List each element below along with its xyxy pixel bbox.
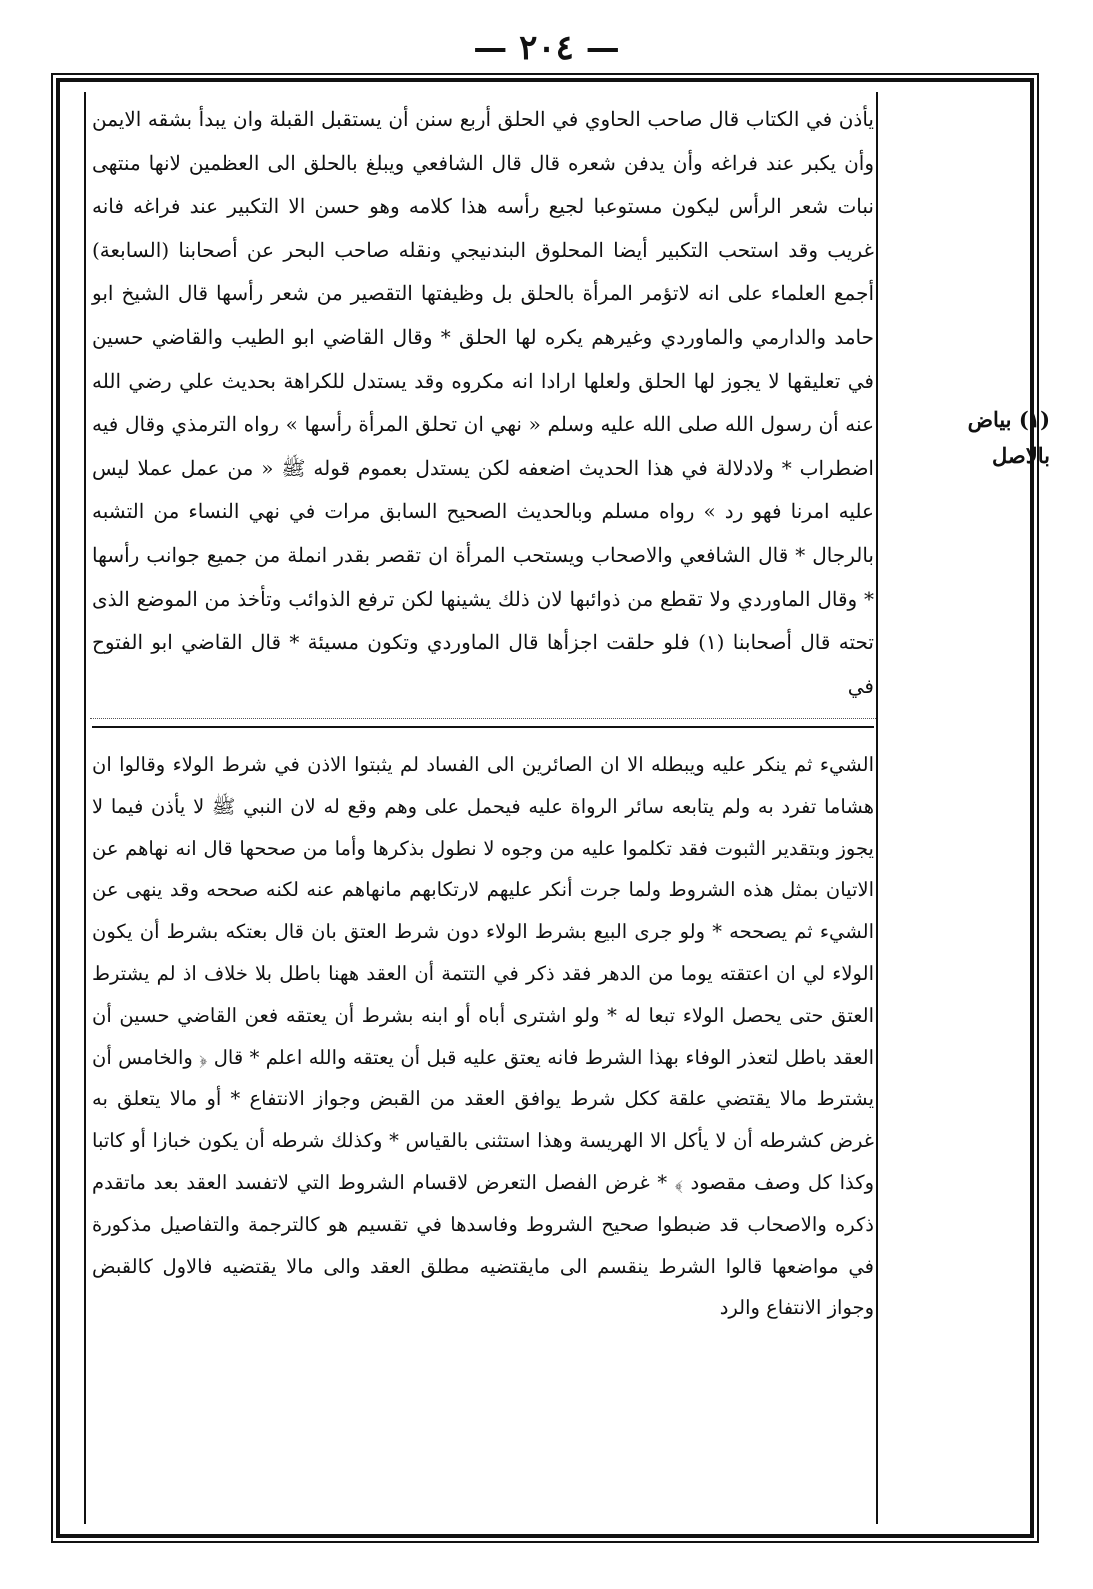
page-number: — ٢٠٤ —	[473, 28, 620, 68]
margin-footnote-line2: بالاصل	[992, 443, 1050, 468]
margin-footnote	[900, 402, 1050, 474]
section-divider-dots	[90, 718, 876, 723]
commentary-text-body: الشيء ثم ينكر عليه ويبطله الا ان الصائرين الى الفساد لم يثبتوا الاذن في شرط الولاء وقالوا ان هشاما تفرد به ولم يتابعه سائر الرواة عليه فيحمل على وهم وقع له لان النبي ﷺ لا يأذن فيما لا يجوز وبتقدير الثبوت فقد تكلموا عليه من وجوه لا نطول بذكرها وأما من صححها قال انه نهاهم عن الاتيان بمثل هذه الشروط ولما جرت أنكر عليهم لارتكابهم مانهاهم عنه لكنه صححه وقد ينهى عن الشيء ثم يصححه * ولو جرى البيع بشرط الولاء دون شرط العتق بان قال بعتكه بشرط أن يكون الولاء لي ان اعتقته يوما من الدهر فقد ذكر في التتمة أن العقد ههنا باطل بلا خلاف اذ لم يشترط العتق حتى يحصل الولاء تبعا له * ولو اشترى أباه أو ابنه بشرط أن يعتقه فعن القاضي حسين أن العقد باطل لتعذر الوفاء بهذا الشرط فانه يعتق عليه قبل أن يعتقه والله اعلم * قال ﴿ والخامس أن يشترط مالا يقتضي علقة ككل شرط يوافق العقد من القبض وجواز الانتفاع * أو مالا يتعلق به غرض كشرطه أن لا يأكل الا الهريسة وهذا استثنى بالقياس * وكذلك شرطه أن يكون خبازا أو كاتبا وكذا كل وصف مقصود ﴾ * غرض الفصل التعرض لاقسام الشروط التي لاتفسد العقد بعد ماتقدم ذكره والاصحاب قد ضبطوا صحيح الشروط وفاسدها في تقسيم هو كالترجمة والتفاصيل مذكورة في مواضعها قالوا الشرط ينقسم الى مايقتضيه مطلق العقد والى مالا يقتضيه فالاول كالقبض وجواز الانتفاع والرد	[92, 753, 874, 1320]
margin-footnote-line1: (١) بياض	[967, 407, 1050, 432]
section-divider	[92, 726, 874, 728]
main-text-body: يأذن في الكتاب قال صاحب الحاوي في الحلق أربع سنن أن يستقبل القبلة وان يبدأ بشقه الايمن وأن يكبر عند فراغه وأن يدفن شعره قال قال الشافعي ويبلغ بالحلق الى العظمين لانها منتهى نبات شعر الرأس ليكون مستوعبا لجيع رأسه هذا كلامه وهو حسن الا التكبير عند فراغه فانه غريب وقد استحب التكبير أيضا المحلوق البندنيجي ونقله صاحب البحر عن أصحابنا (السابعة) أجمع العلماء على انه لاتؤمر المرأة بالحلق بل وظيفتها التقصير من شعر رأسها قال الشيخ ابو حامد والدارمي والماوردي وغيرهم يكره لها الحلق * وقال القاضي ابو الطيب والقاضي حسين في تعليقها لا يجوز لها الحلق ولعلها ارادا انه مكروه وقد يستدل للكراهة بحديث علي رضي الله عنه أن رسول الله صلى الله عليه وسلم « نهي ان تحلق المرأة رأسها » رواه الترمذي وقال فيه اضطراب * ولادلالة في هذا الحديث اضعفه لكن يستدل بعموم قوله ﷺ « من عمل عملا ليس عليه امرنا فهو رد » رواه مسلم وبالحديث الصحيح السابق مرات في نهي النساء من التشبه بالرجال * قال الشافعي والاصحاب ويستحب المرأة ان تقصر بقدر انملة من جميع جوانب رأسها * وقال الماوردي ولا تقطع من ذوائبها لان ذلك يشينها لكن ترفع الذوائب وتأخذ من الموضع الذى تحته قال أصحابنا (١) فلو حلقت اجزأها قال الماوردي وتكون مسيئة * قال القاضي ابو الفتوح في	[92, 107, 874, 698]
